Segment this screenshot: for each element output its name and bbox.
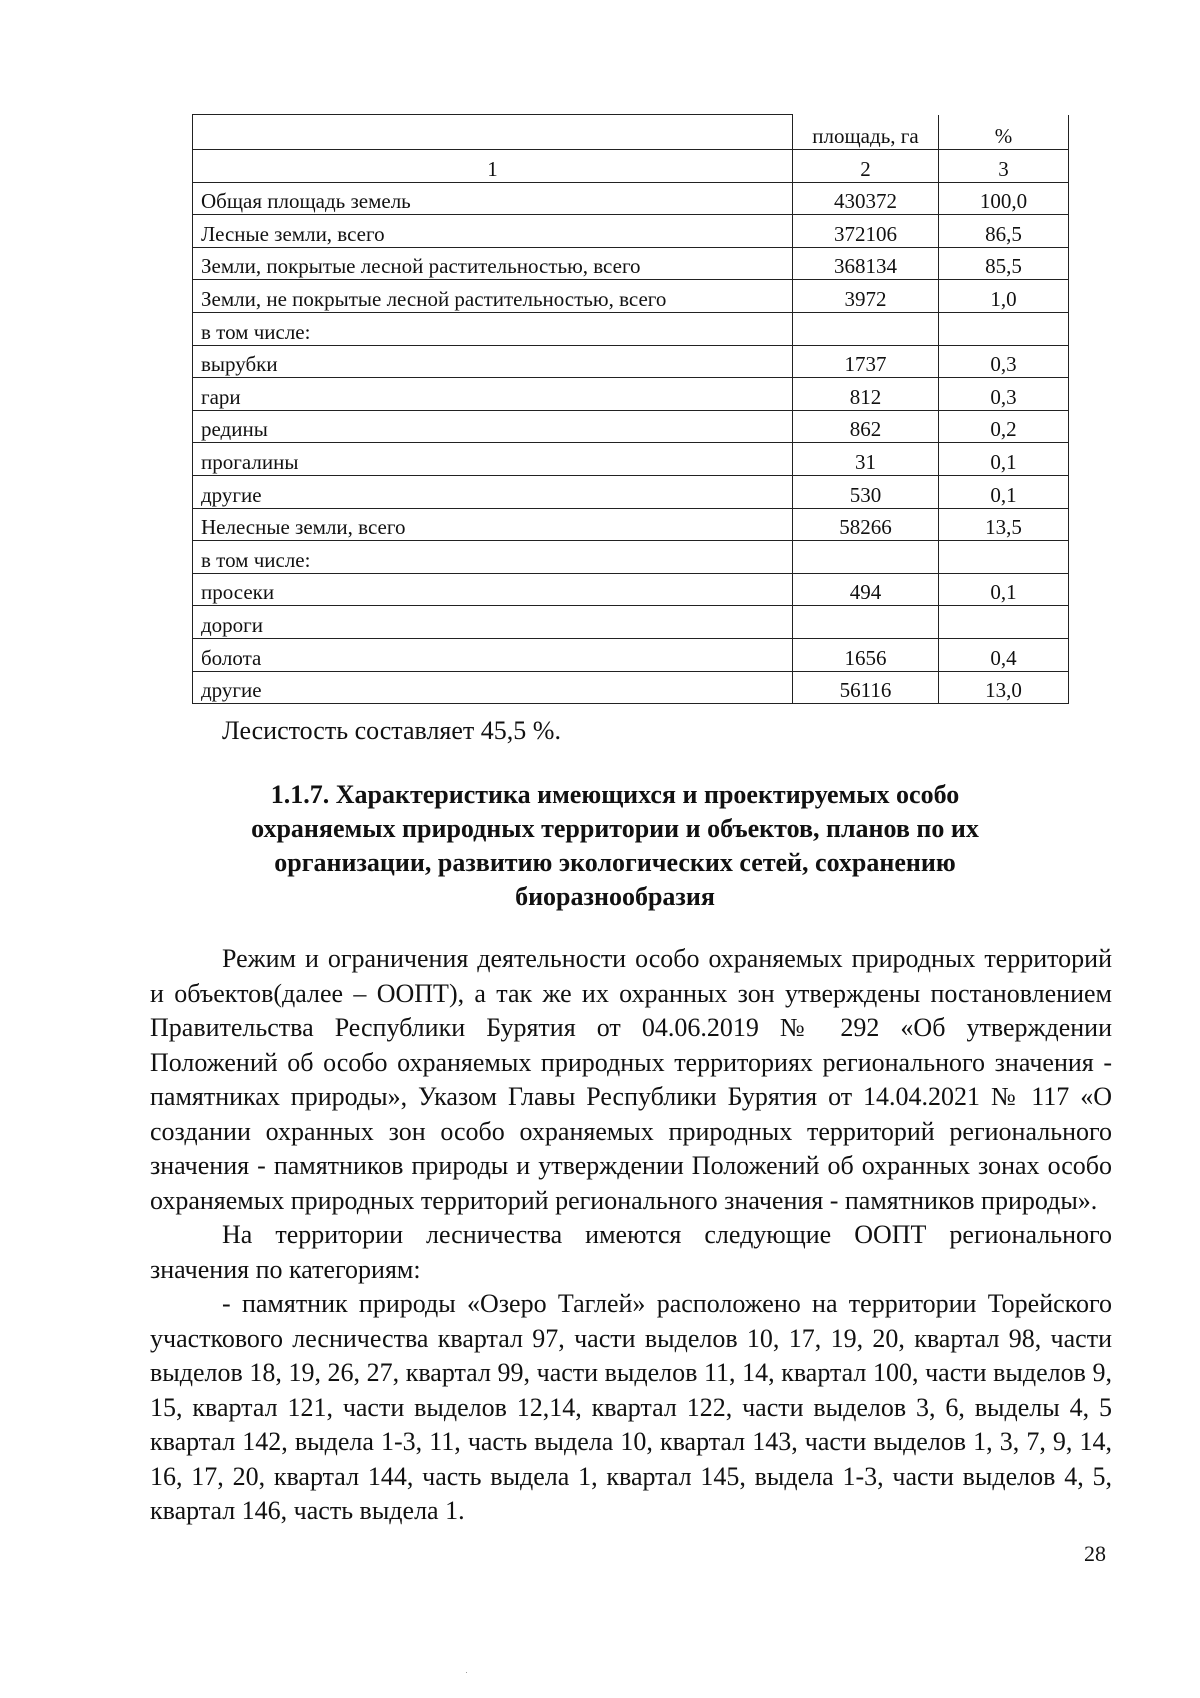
table-index-cell-3: 3 xyxy=(939,150,1069,183)
table-cell-label: в том числе: xyxy=(193,541,793,574)
table-cell-percent: 13,5 xyxy=(939,508,1069,541)
table-cell-label: болота xyxy=(193,638,793,671)
table-cell-label: Общая площадь земель xyxy=(193,182,793,215)
table-cell-area: 56116 xyxy=(793,671,939,704)
table-header-row xyxy=(193,115,1069,150)
table-cell-area: 430372 xyxy=(793,182,939,215)
table-header-cell-percent: % xyxy=(939,115,1069,150)
table-cell-percent: 0,1 xyxy=(939,443,1069,476)
table-index-row xyxy=(193,150,1069,183)
table-cell-label: гари xyxy=(193,378,793,411)
table-row xyxy=(193,671,1069,704)
table-cell-area: 3972 xyxy=(793,280,939,313)
table-header-cell-label xyxy=(193,115,793,150)
table-row xyxy=(193,312,1069,345)
table-cell-label: дороги xyxy=(193,606,793,639)
land-area-table xyxy=(192,114,1069,704)
table-cell-area: 372106 xyxy=(793,215,939,248)
table-cell-area xyxy=(793,312,939,345)
table-row xyxy=(193,475,1069,508)
table-row xyxy=(193,410,1069,443)
table-cell-area: 530 xyxy=(793,475,939,508)
table-cell-label: Нелесные земли, всего xyxy=(193,508,793,541)
table-row xyxy=(193,215,1069,248)
table-cell-label: вырубки xyxy=(193,345,793,378)
table-cell-label: просеки xyxy=(193,573,793,606)
table-row xyxy=(193,182,1069,215)
land-area-table-body xyxy=(193,115,1069,704)
table-cell-area: 368134 xyxy=(793,247,939,280)
table-cell-percent: 86,5 xyxy=(939,215,1069,248)
table-cell-area: 31 xyxy=(793,443,939,476)
table-cell-percent: 0,3 xyxy=(939,378,1069,411)
section-heading-line: 1.1.7. Характеристика имеющихся и проектируемых особо xyxy=(270,780,960,809)
table-cell-area xyxy=(793,541,939,574)
table-cell-label: редины xyxy=(193,410,793,443)
table-cell-label: другие xyxy=(193,475,793,508)
table-cell-percent xyxy=(939,312,1069,345)
table-cell-percent: 0,1 xyxy=(939,573,1069,606)
table-row xyxy=(193,573,1069,606)
table-cell-label: в том числе: xyxy=(193,312,793,345)
table-cell-area: 1737 xyxy=(793,345,939,378)
table-cell-area xyxy=(793,606,939,639)
section-heading xyxy=(150,778,1080,914)
table-cell-percent: 100,0 xyxy=(939,182,1069,215)
table-cell-percent xyxy=(939,541,1069,574)
section-heading-line: охраняемых природных территории и объектов, планов по их xyxy=(251,814,979,843)
table-cell-label: Земли, покрытые лесной растительностью, всего xyxy=(193,247,793,280)
table-cell-label: другие xyxy=(193,671,793,704)
table-row xyxy=(193,247,1069,280)
table-index-cell-2: 2 xyxy=(793,150,939,183)
section-body xyxy=(150,942,1112,1529)
table-cell-area: 58266 xyxy=(793,508,939,541)
page-number: 28 xyxy=(1084,1541,1106,1566)
table-cell-percent: 0,1 xyxy=(939,475,1069,508)
table-row xyxy=(193,638,1069,671)
table-cell-area: 862 xyxy=(793,410,939,443)
table-row xyxy=(193,606,1069,639)
table-cell-area: 812 xyxy=(793,378,939,411)
table-index-cell-1: 1 xyxy=(193,150,793,183)
table-cell-label: Лесные земли, всего xyxy=(193,215,793,248)
table-row xyxy=(193,280,1069,313)
forest-cover-text: Лесистость составляет 45,5 %. xyxy=(222,716,561,745)
table-cell-label: прогалины xyxy=(193,443,793,476)
paragraph-regulations: Режим и ограничения деятельности особо охраняемых природных территорий и объектов(далее – ООПТ), а так же их охранных зон утверждены постановлением Правительства Республики Бурятия от 04.06.2019 № 292 «Об утверждении Положений об особо охраняемых природных территориях регионального значения - памятниках природы», Указом Главы Республики Бурятия от 14.04.2021 № 117 «О создании охранных зон особо охраняемых природных территорий регионального значения - памятников природы и утверждении Положений об охранных зонах особо охраняемых природных территорий регионального значения - памятников природы». xyxy=(150,944,1112,1215)
section-heading-line: организации, развитию экологических сетей, сохранению xyxy=(274,848,956,877)
table-cell-percent: 13,0 xyxy=(939,671,1069,704)
table-cell-percent: 0,2 xyxy=(939,410,1069,443)
table-row xyxy=(193,345,1069,378)
scan-speck xyxy=(466,1672,467,1673)
table-cell-percent: 0,4 xyxy=(939,638,1069,671)
table-header-cell-area: площадь, га xyxy=(793,115,939,150)
table-cell-percent: 1,0 xyxy=(939,280,1069,313)
table-cell-percent xyxy=(939,606,1069,639)
table-row xyxy=(193,508,1069,541)
table-cell-label: Земли, не покрытые лесной растительностью, всего xyxy=(193,280,793,313)
table-row xyxy=(193,541,1069,574)
table-cell-area: 1656 xyxy=(793,638,939,671)
table-row xyxy=(193,378,1069,411)
table-cell-percent: 0,3 xyxy=(939,345,1069,378)
table-cell-area: 494 xyxy=(793,573,939,606)
paragraph-categories: На территории лесничества имеются следующие ООПТ регионального значения по категориям: xyxy=(150,1220,1112,1284)
section-heading-line: биоразнообразия xyxy=(515,882,715,911)
paragraph-lake-tagley: - памятник природы «Озеро Таглей» расположено на территории Торейского участкового лесничества квартал 97, части выделов 10, 17, 19, 20, квартал 98, части выделов 18, 19, 26, 27, квартал 99, части выделов 11, 14, квартал 100, части выделов 9, 15, квартал 121, части выделов 12,14, квартал 122, части выделов 3, 6, выделы 4, 5 квартал 142, выдела 1-3, 11, часть выдела 10, квартал 143, части выделов 1, 3, 7, 9, 14, 16, 17, 20, квартал 144, часть выдела 1, квартал 145, выдела 1-3, части выделов 4, 5, квартал 146, часть выдела 1. xyxy=(150,1289,1112,1525)
table-row xyxy=(193,443,1069,476)
table-cell-percent: 85,5 xyxy=(939,247,1069,280)
